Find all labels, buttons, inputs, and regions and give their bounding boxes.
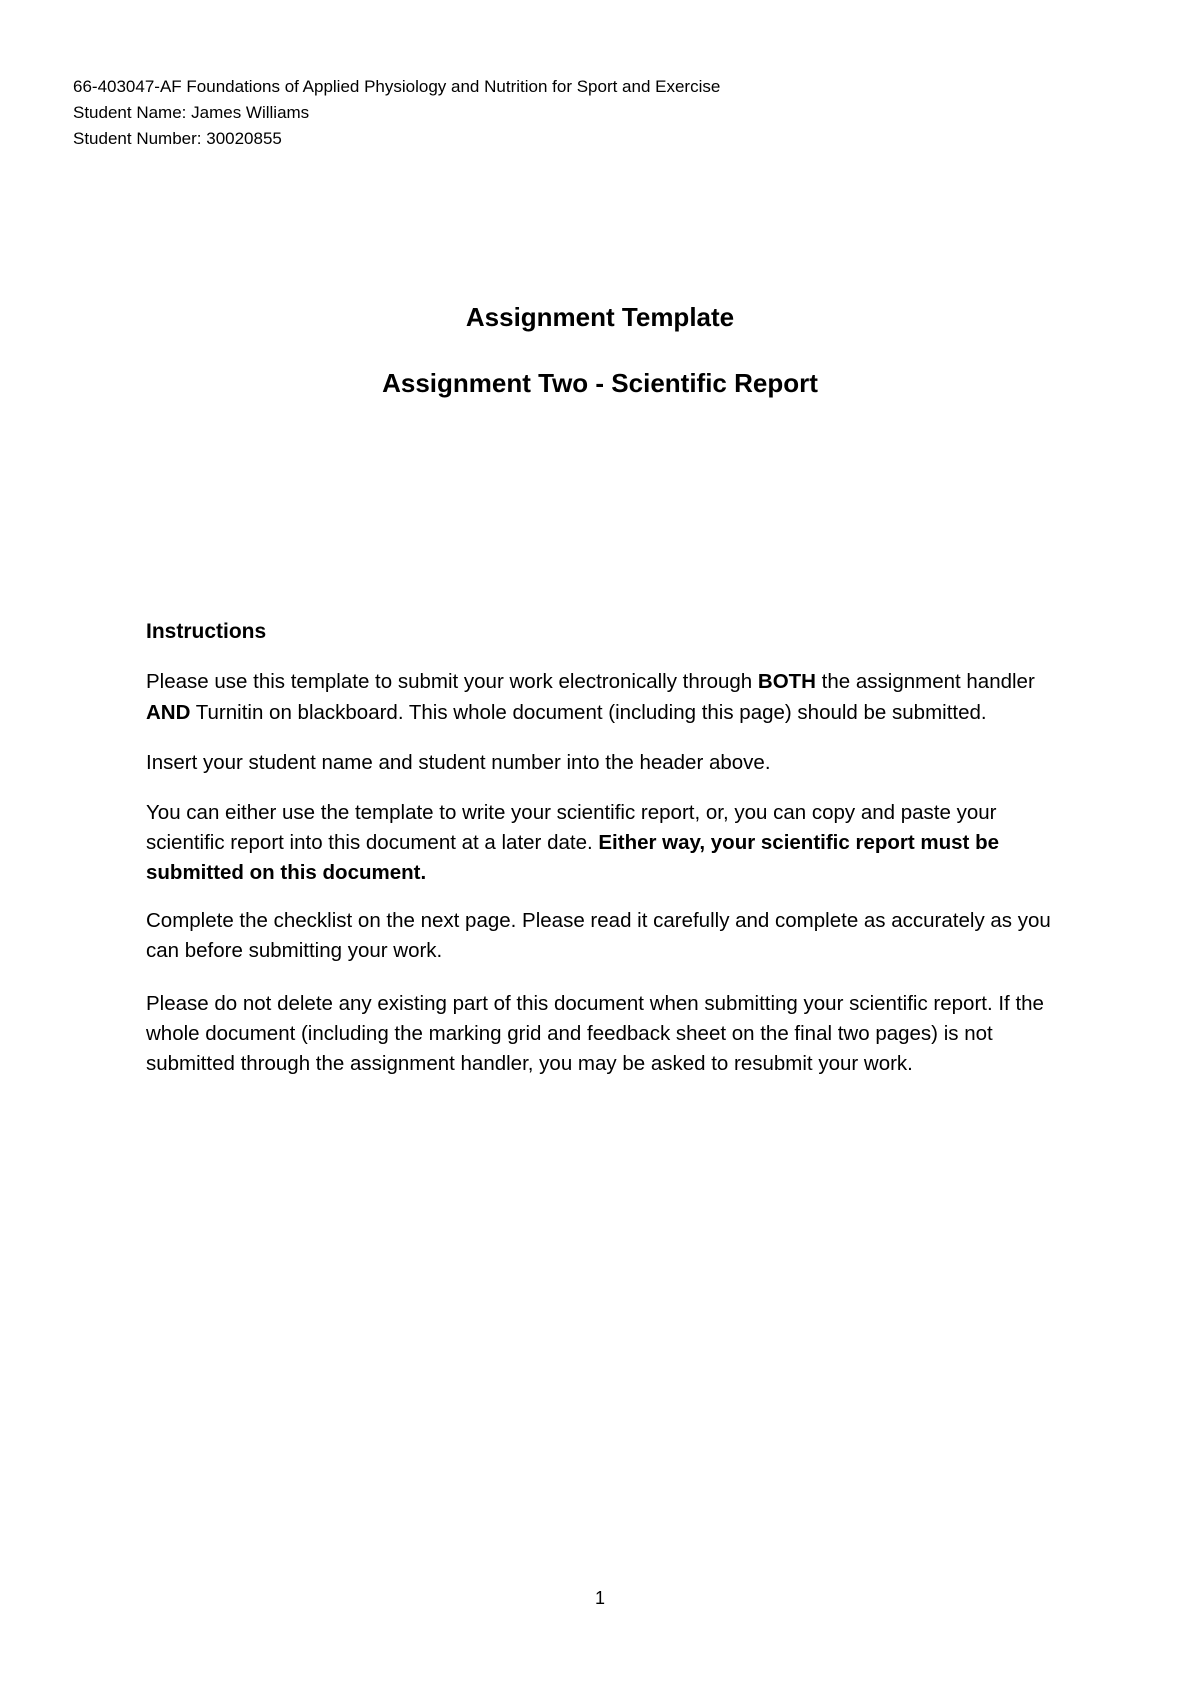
instructions-heading: Instructions (146, 620, 267, 643)
instruction-paragraph-2: Insert your student name and student number into the header above. (146, 751, 771, 774)
emphasis-and: AND (146, 701, 191, 724)
document-subtitle: Assignment Two - Scientific Report (382, 368, 818, 398)
instruction-paragraph-4: Complete the checklist on the next page. Please read it carefully and complete as accurately as you can before submitting your work. (146, 909, 1051, 962)
student-number: Student Number: 30020855 (73, 129, 282, 148)
page-number: 1 (594, 1588, 605, 1608)
paragraph-text: You can either use the template to write your scientific report, or, you can copy and paste your scientific report into this document at a later date. (146, 801, 997, 854)
paragraph-text: Turnitin on blackboard. This whole document (including this page) should be submitted. (190, 701, 987, 724)
student-name: Student Name: James Williams (73, 103, 310, 122)
instructions-section (146, 618, 1066, 1079)
course-title: 66-403047-AF Foundations of Applied Physiology and Nutrition for Sport and Exercise (73, 77, 721, 96)
instruction-paragraph-1 (146, 666, 1066, 728)
paragraph-text: the assignment handler (815, 670, 1035, 693)
document-title: Assignment Template (465, 302, 735, 332)
emphasis-both: BOTH (757, 670, 816, 693)
instruction-paragraph-3 (146, 798, 1066, 888)
paragraph-text: Please use this template to submit your work electronically through (146, 670, 758, 693)
emphasis-either-way: Either way, your scientific report must be submitted on this document. (146, 831, 999, 884)
instruction-paragraph-5: Please do not delete any existing part of this document when submitting your scientific report. If the whole document (including the marking grid and feedback sheet on the final two pages) is not submitted through the assignment handler, you may be asked to resubmit your work. (146, 992, 1044, 1075)
page-header (73, 74, 720, 152)
